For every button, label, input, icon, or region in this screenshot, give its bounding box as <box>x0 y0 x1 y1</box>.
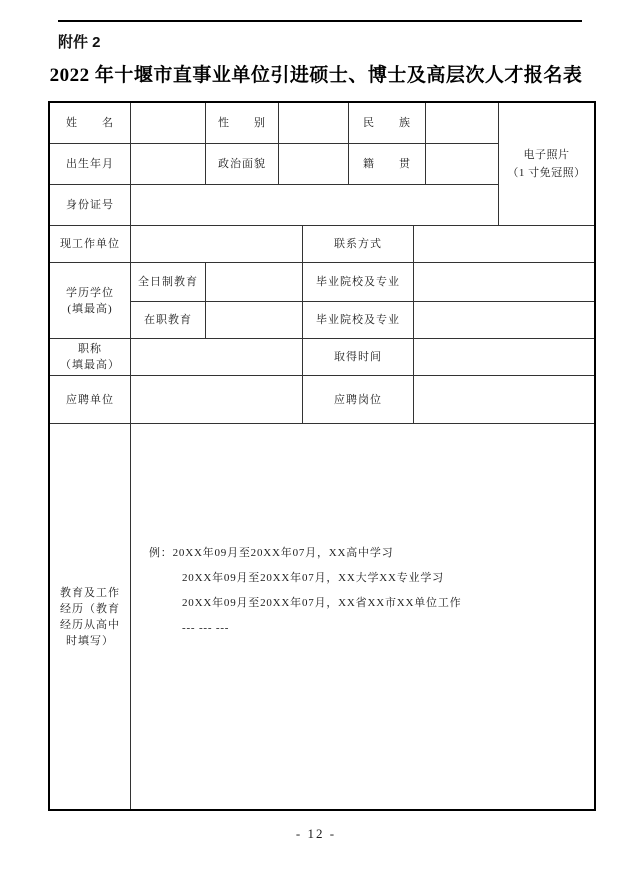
gender-value-cell <box>279 103 349 143</box>
name-label-cell <box>50 103 131 143</box>
political-label: 政治面貌 <box>218 158 266 170</box>
contact-label: 联系方式 <box>334 238 382 250</box>
education-section <box>50 263 594 339</box>
id-number-value-cell <box>131 185 498 225</box>
apply-row <box>50 376 594 424</box>
fulltime-education-row <box>131 263 594 302</box>
experience-example-line2: 20XX年09月至20XX年07月，XX大学XX专业学习 <box>182 571 444 584</box>
fulltime-value-cell <box>206 263 303 301</box>
contact-label-cell <box>303 226 414 262</box>
fulltime-label-cell <box>131 263 206 301</box>
title-label-line1: 职称 <box>78 343 102 355</box>
work-unit-value-cell <box>131 226 303 262</box>
photo-note-line2: （1 寸免冠照） <box>507 167 586 179</box>
experience-section <box>50 424 594 809</box>
obtain-time-label-cell <box>303 339 414 375</box>
education-label-line1: 学历学位 <box>66 286 114 299</box>
onjob-education-label: 在职教育 <box>144 314 192 326</box>
table-row <box>50 144 498 185</box>
native-label-cell <box>349 144 426 184</box>
gender-label-cell <box>206 103 279 143</box>
experience-content-cell <box>131 424 594 809</box>
title-label-cell <box>50 339 131 375</box>
personal-info-section <box>50 103 594 226</box>
obtain-time-label: 取得时间 <box>334 351 382 363</box>
page-number: - 12 - <box>295 826 337 841</box>
birth-value-cell <box>131 144 206 184</box>
onjob-label-cell <box>131 302 206 338</box>
onjob-education-row <box>131 302 594 338</box>
ethnic-label: 民 族 <box>363 117 411 129</box>
work-unit-label-cell <box>50 226 131 262</box>
experience-example-line3: 20XX年09月至20XX年07月，XX省XX市XX单位工作 <box>182 596 462 609</box>
onjob-value-cell <box>206 302 303 338</box>
photo-cell <box>498 103 594 225</box>
form-table <box>48 101 596 811</box>
birth-label: 出生年月 <box>66 158 114 170</box>
id-label-cell <box>50 185 131 225</box>
ethnic-label-cell <box>349 103 426 143</box>
experience-label-line4: 时填写） <box>66 634 114 647</box>
title-value-cell <box>131 339 303 375</box>
onjob-school-label-cell <box>303 302 414 338</box>
name-value-cell <box>131 103 206 143</box>
header-rule <box>58 20 582 22</box>
fulltime-school-label-cell <box>303 263 414 301</box>
apply-post-label-cell <box>303 376 414 423</box>
ethnic-value-cell <box>426 103 498 143</box>
work-unit-row <box>50 226 594 263</box>
native-value-cell <box>426 144 498 184</box>
id-number-label: 身份证号 <box>66 199 114 211</box>
experience-label-line3: 经历从高中 <box>60 618 120 631</box>
photo-note-line1: 电子照片 <box>523 149 570 161</box>
fulltime-school-value-cell <box>414 263 594 301</box>
experience-label-line2: 经历（教育 <box>60 602 120 615</box>
apply-unit-value-cell <box>131 376 303 423</box>
contact-value-cell <box>414 226 594 262</box>
birth-label-cell <box>50 144 131 184</box>
education-label-line2: (填最高) <box>67 302 113 315</box>
title-label-line2: （填最高） <box>60 359 120 371</box>
attachment-label: 附件 2 <box>58 34 101 51</box>
fulltime-education-label: 全日制教育 <box>138 276 198 288</box>
page-title: 2022 年十堰市直事业单位引进硕士、博士及高层次人才报名表 <box>49 65 583 86</box>
table-row <box>50 185 498 225</box>
apply-post-label: 应聘岗位 <box>334 393 382 406</box>
school-major-label: 毕业院校及专业 <box>316 314 400 326</box>
name-label: 姓 名 <box>66 117 114 129</box>
work-unit-label: 现工作单位 <box>60 238 120 250</box>
onjob-school-value-cell <box>414 302 594 338</box>
experience-label-cell <box>50 424 131 809</box>
political-value-cell <box>279 144 349 184</box>
apply-post-value-cell <box>414 376 594 423</box>
political-label-cell <box>206 144 279 184</box>
school-major-label: 毕业院校及专业 <box>316 276 400 288</box>
gender-label: 性 别 <box>218 117 266 129</box>
experience-example-line1: 例：20XX年09月至20XX年07月，XX高中学习 <box>149 546 394 559</box>
title-row <box>50 339 594 376</box>
education-label-cell <box>50 263 131 338</box>
apply-unit-label: 应聘单位 <box>66 393 114 406</box>
experience-example-line4: --- --- --- <box>182 621 230 634</box>
obtain-time-value-cell <box>414 339 594 375</box>
experience-label-line1: 教育及工作 <box>60 586 120 599</box>
apply-unit-label-cell <box>50 376 131 423</box>
native-place-label: 籍 贯 <box>363 158 411 170</box>
table-row <box>50 103 498 144</box>
